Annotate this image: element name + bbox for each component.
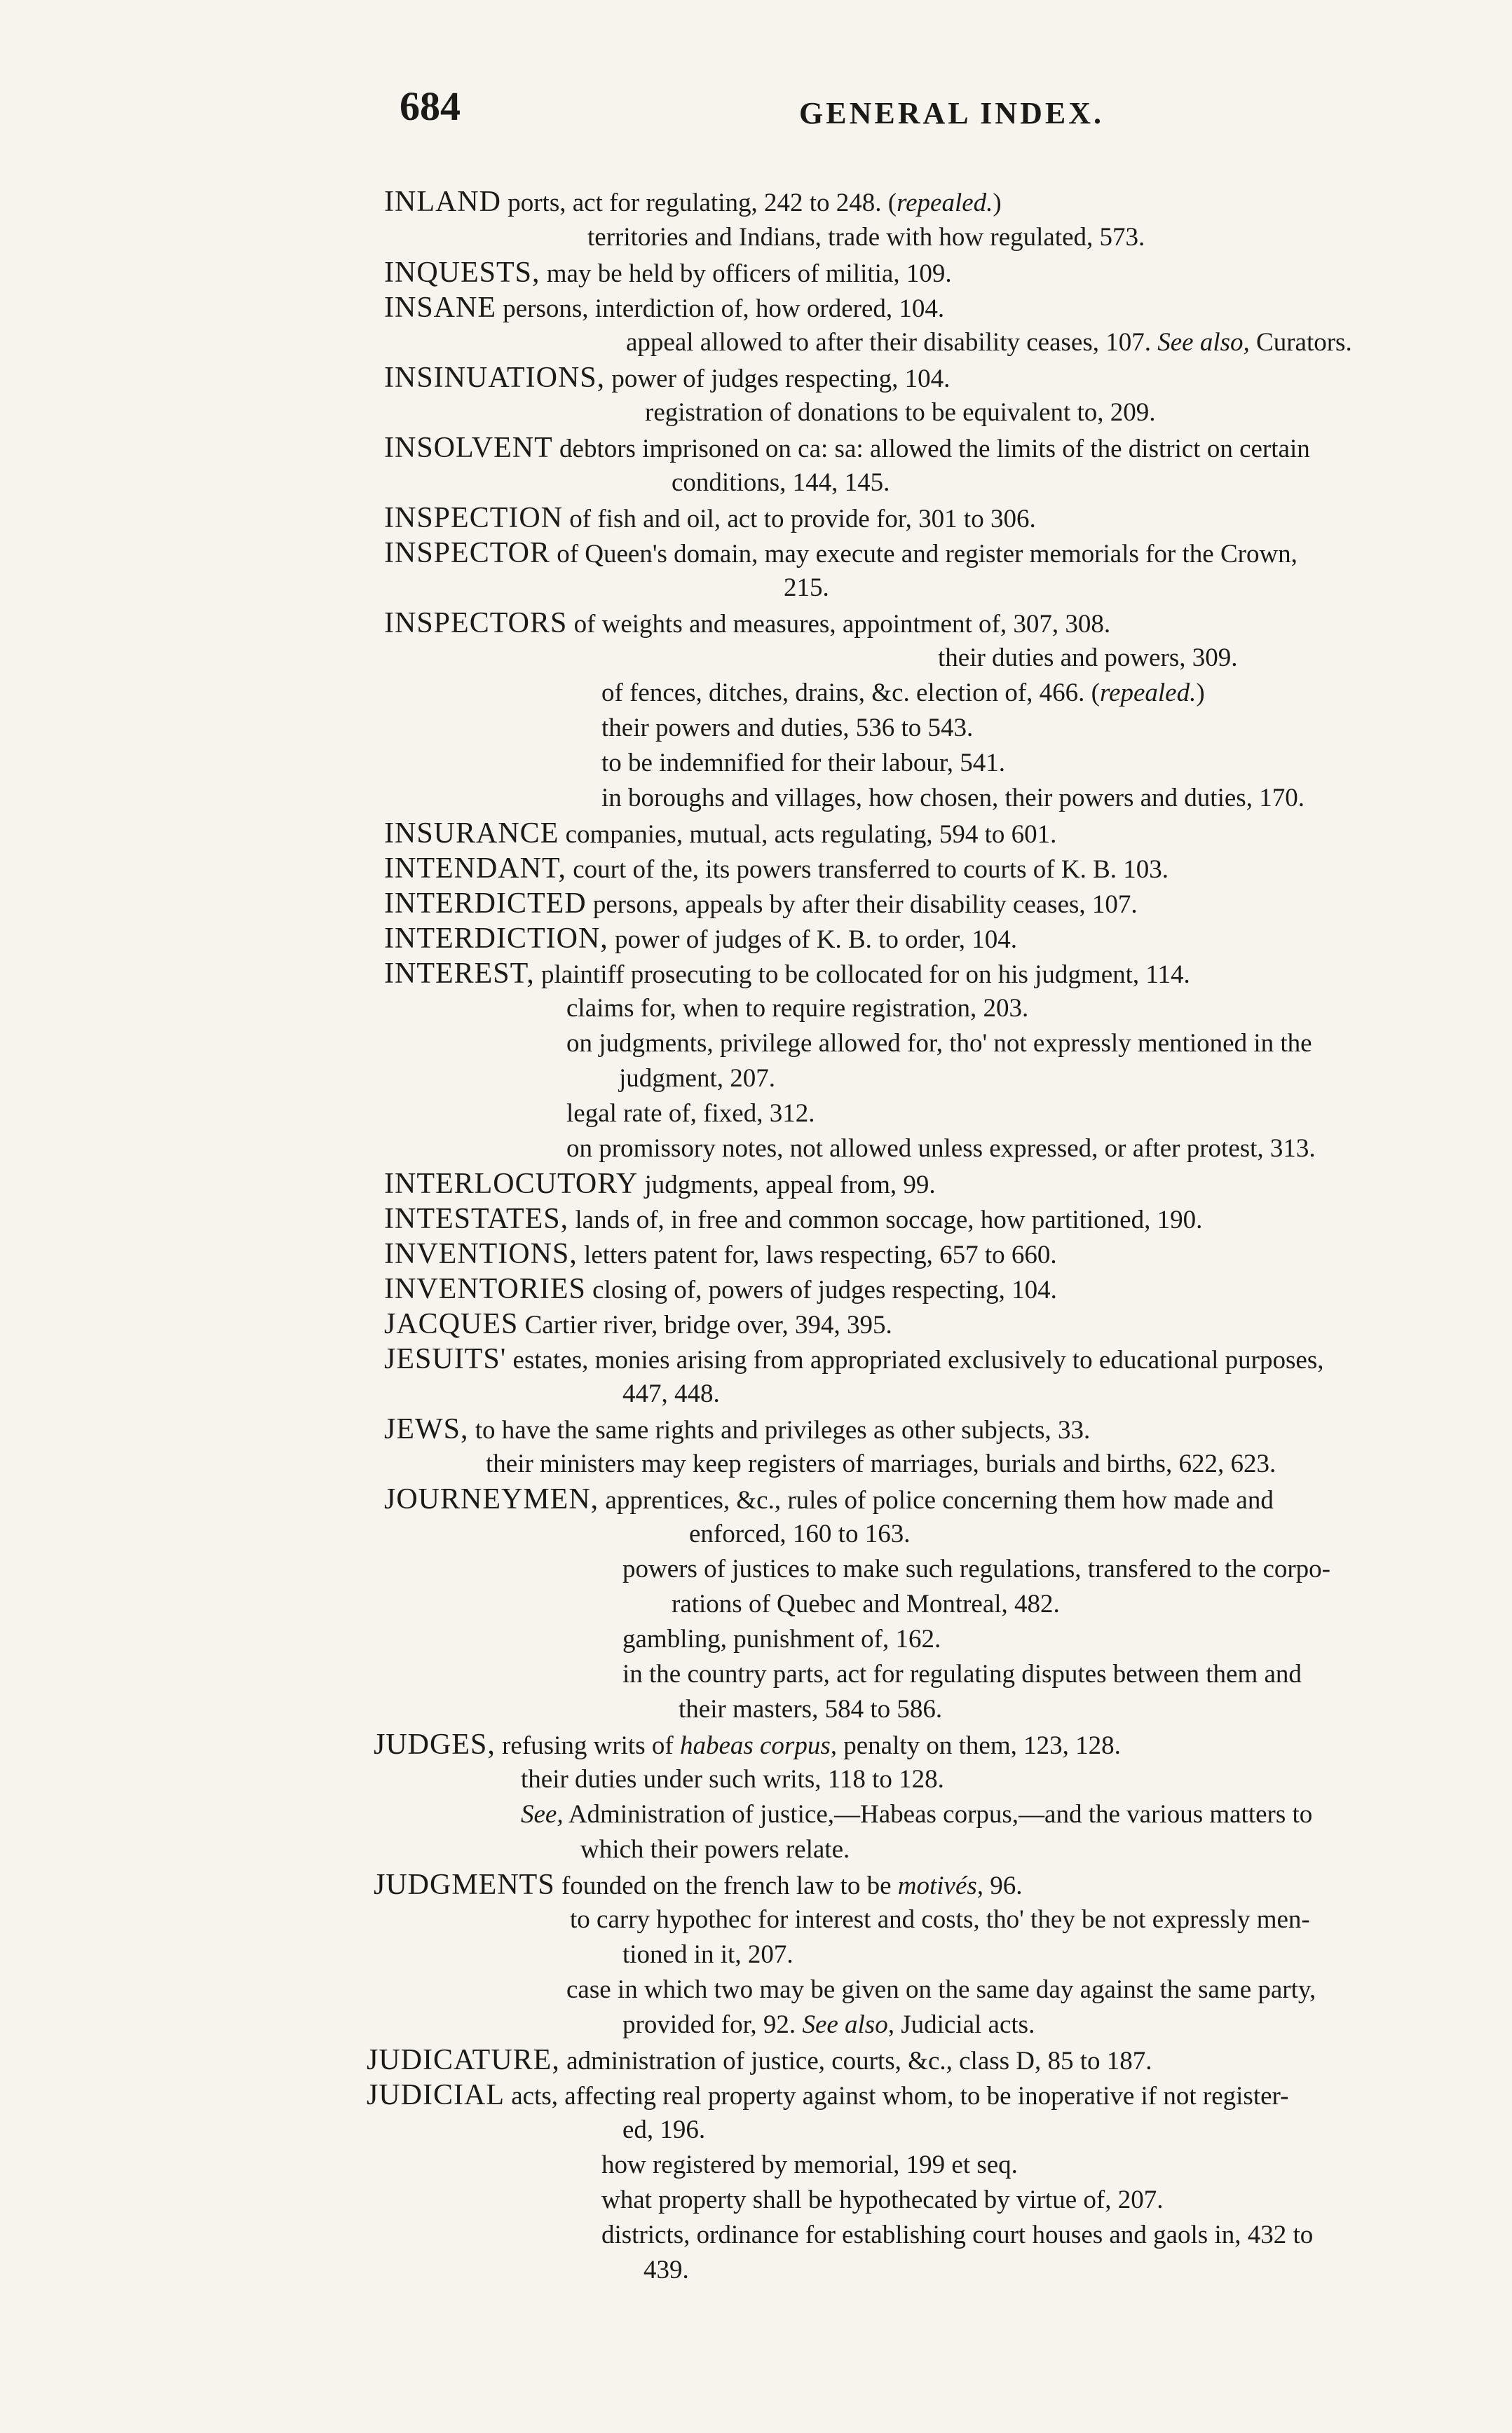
index-subentry-line: on promissory notes, not allowed unless expressed, or after protest, 313. <box>566 1134 1316 1163</box>
page-title: GENERAL INDEX. <box>799 96 1104 130</box>
index-continuation-line: enforced, 160 to 163. <box>689 1520 911 1548</box>
index-entry-line: JUDGES, refusing writs of habeas corpus, penalty on them, 123, 128. <box>374 1729 1121 1761</box>
index-entry-line: INVENTIONS, letters patent for, laws respecting, 657 to 660. <box>384 1238 1057 1270</box>
index-subentry-line: of fences, ditches, drains, &c. election of, 466. (repealed.) <box>601 679 1205 707</box>
index-entry-line: INSANE persons, interdiction of, how ordered, 104. <box>384 292 945 324</box>
index-entry-line: INSPECTOR of Queen's domain, may execute and register memorials for the Crown, <box>384 537 1298 569</box>
index-subentry-line: districts, ordinance for establishing court houses and gaols in, 432 to <box>601 2221 1314 2249</box>
index-subentry-line: powers of justices to make such regulations, transfered to the corpo- <box>622 1555 1331 1583</box>
index-entry-line: JOURNEYMEN, apprentices, &c., rules of police concerning them how made and <box>384 1483 1274 1515</box>
index-subentry-line: how registered by memorial, 199 et seq. <box>601 2151 1018 2179</box>
index-continuation-line: which their powers relate. <box>580 1835 850 1864</box>
index-subentry-line: their duties under such writs, 118 to 128. <box>521 1765 944 1794</box>
index-subentry-line: See, Administration of justice,—Habeas corpus,—and the various matters to <box>521 1800 1313 1829</box>
index-entry-line: INSINUATIONS, power of judges respecting, 104. <box>384 362 951 394</box>
index-continuation-line: 447, 448. <box>622 1379 720 1408</box>
index-subentry-line: to be indemnified for their labour, 541. <box>601 749 1005 777</box>
index-subentry-line: case in which two may be given on the same day against the same party, <box>566 1975 1316 2004</box>
index-continuation-line: 439. <box>643 2256 689 2284</box>
index-entry-line: JACQUES Cartier river, bridge over, 394, 395. <box>384 1308 892 1340</box>
index-subentry-line: territories and Indians, trade with how regulated, 573. <box>587 223 1145 252</box>
index-continuation-line: tioned in it, 207. <box>622 1940 794 1969</box>
index-entry-line: INLAND ports, act for regulating, 242 to 248. (repealed.) <box>384 186 1002 218</box>
index-entry-line: JEWS, to have the same rights and privileges as other subjects, 33. <box>384 1413 1091 1445</box>
index-subentry-line: on judgments, privilege allowed for, tho' not expressly mentioned in the <box>566 1029 1312 1058</box>
index-subentry-line: legal rate of, fixed, 312. <box>566 1099 815 1128</box>
index-continuation-line: ed, 196. <box>622 2115 706 2144</box>
index-continuation-line: 215. <box>784 573 829 602</box>
index-entry-line: INSOLVENT debtors imprisoned on ca: sa: allowed the limits of the district on certain <box>384 432 1310 464</box>
index-subentry-line: in boroughs and villages, how chosen, their powers and duties, 170. <box>601 784 1305 812</box>
index-entry-line: INSPECTORS of weights and measures, appointment of, 307, 308. <box>384 607 1111 639</box>
index-entry-line: JUDICATURE, administration of justice, courts, &c., class D, 85 to 187. <box>367 2044 1152 2076</box>
index-subentry-line: their ministers may keep registers of marriages, burials and births, 622, 623. <box>486 1450 1276 1478</box>
page-header <box>0 83 1512 153</box>
index-entry-line: INTESTATES, lands of, in free and common soccage, how partitioned, 190. <box>384 1203 1203 1235</box>
index-continuation-line: their masters, 584 to 586. <box>679 1695 943 1724</box>
index-subentry-line: appeal allowed to after their disability ceases, 107. See also, Curators. <box>626 328 1352 357</box>
index-subentry-line: in the country parts, act for regulating disputes between them and <box>622 1660 1302 1689</box>
index-entry-line: INTENDANT, court of the, its powers transferred to courts of K. B. 103. <box>384 852 1169 885</box>
index-entry-line: INTERLOCUTORY judgments, appeal from, 99. <box>384 1168 936 1200</box>
index-subentry-line: to carry hypothec for interest and costs, tho' they be not expressly men- <box>570 1905 1310 1934</box>
index-entry-line: INTERDICTION, power of judges of K. B. to order, 104. <box>384 922 1018 955</box>
index-entry-line: INQUESTS, may be held by officers of militia, 109. <box>384 257 952 289</box>
index-entry-line: INTEREST, plaintiff prosecuting to be collocated for on his judgment, 114. <box>384 957 1190 990</box>
index-entry-line: INTERDICTED persons, appeals by after their disability ceases, 107. <box>384 887 1138 920</box>
index-subentry-line: their powers and duties, 536 to 543. <box>601 714 974 742</box>
index-entry-line: JESUITS' estates, monies arising from appropriated exclusively to educational purposes, <box>384 1343 1324 1375</box>
index-subentry-line: their duties and powers, 309. <box>938 643 1238 672</box>
index-continuation-line: rations of Quebec and Montreal, 482. <box>672 1590 1060 1618</box>
index-subentry-line: claims for, when to require registration, 203. <box>566 994 1029 1023</box>
index-entry-line: JUDGMENTS founded on the french law to be motivés, 96. <box>374 1869 1023 1901</box>
index-continuation-line: judgment, 207. <box>619 1064 776 1093</box>
index-entry-line: INSPECTION of fish and oil, act to provide for, 301 to 306. <box>384 502 1036 534</box>
index-subentry-line: gambling, punishment of, 162. <box>622 1625 941 1654</box>
index-entry-line: INVENTORIES closing of, powers of judges respecting, 104. <box>384 1273 1057 1305</box>
page-number: 684 <box>400 83 461 129</box>
index-entry-line: JUDICIAL acts, affecting real property against whom, to be inoperative if not register- <box>367 2079 1289 2111</box>
index-continuation-line: conditions, 144, 145. <box>672 468 890 497</box>
index-continuation-line: provided for, 92. See also, Judicial acts. <box>622 2010 1035 2039</box>
index-entry-line: INSURANCE companies, mutual, acts regulating, 594 to 601. <box>384 817 1057 850</box>
index-subentry-line: registration of donations to be equivalent to, 209. <box>645 398 1156 427</box>
index-subentry-line: what property shall be hypothecated by virtue of, 207. <box>601 2186 1164 2214</box>
